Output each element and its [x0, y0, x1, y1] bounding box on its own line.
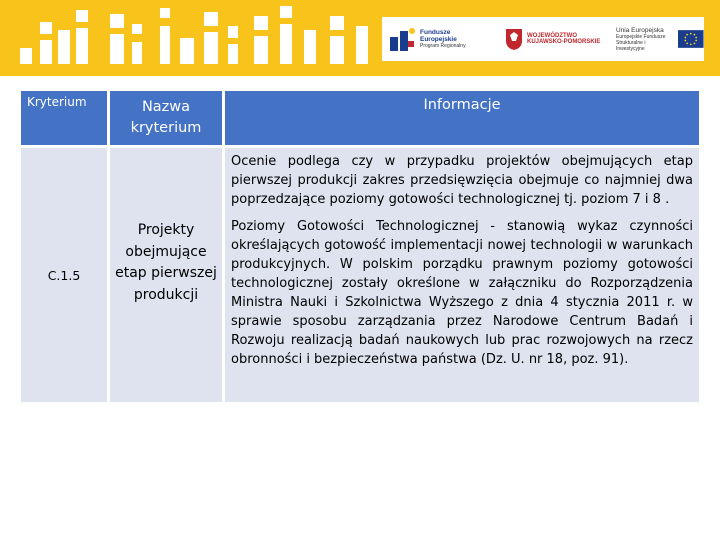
- unia-line1: Unia Europejska: [616, 26, 664, 34]
- info-paragraph-2: Poziomy Gotowości Technologicznej - stanowią wykaz czynności określających gotowość implementacji nowej technologii w warunkach produkcyjnych. W polskim porządku prawnym poziomy gotowości technologicznej zostały określone w załączniku do Rozporządzenia Ministra Nauki i Szkolnictwa Wyższego z dnia 4 stycznia 2011 r. w sprawie sposobu zarządzania przez Narodowe Centrum Badań i Rozwoju realizacją badań naukowych lub prac rozwojowych na rzecz obronności i bezpieczeństwa państwa (Dz. U. nr 18, poz. 91).: [231, 219, 693, 367]
- header-informacje: Informacje: [225, 91, 699, 145]
- unia-line2: Europejskie Fundusze: [616, 33, 666, 40]
- criteria-table: [18, 88, 702, 405]
- decor-square: [76, 10, 88, 22]
- decor-square: [180, 38, 194, 64]
- decor-square: [356, 26, 368, 64]
- header-kryterium: Kryterium: [21, 91, 107, 145]
- decor-square: [20, 48, 32, 64]
- decor-square: [304, 30, 316, 64]
- decor-square: [228, 44, 238, 64]
- decor-square: [40, 22, 52, 34]
- decor-square: [110, 14, 124, 28]
- fundusze-mark-icon: [390, 27, 416, 51]
- decor-square: [76, 28, 88, 64]
- unia-logo: [616, 23, 704, 55]
- decor-square: [160, 8, 170, 18]
- table-row: [21, 148, 699, 402]
- header-nazwa-kryterium: Nazwa kryterium: [110, 91, 222, 145]
- wojewodztwo-logo: [504, 23, 600, 55]
- decor-square: [204, 32, 218, 64]
- header-banner: [0, 0, 720, 76]
- wojewodztwo-line2: KUJAWSKO-POMORSKIE: [527, 39, 601, 45]
- decor-square: [330, 16, 344, 30]
- eu-flag-icon: [678, 30, 704, 48]
- fundusze-line3: Program Regionalny: [420, 43, 466, 49]
- decor-square: [228, 26, 238, 38]
- decor-square: [254, 16, 268, 30]
- wojewodztwo-line1: WOJEWÓDZTWO: [527, 33, 577, 39]
- criterion-info: [225, 148, 699, 402]
- decor-square: [40, 40, 52, 64]
- criterion-name: Projekty obejmujące etap pierwszej produkcji: [110, 148, 222, 402]
- decor-square: [110, 34, 124, 64]
- decor-square: [160, 26, 170, 64]
- fundusze-line1: Fundusze: [420, 29, 451, 36]
- decor-square: [280, 24, 292, 64]
- decor-square: [132, 42, 142, 64]
- decor-square: [280, 6, 292, 18]
- decor-square: [254, 36, 268, 64]
- table-header-row: [21, 91, 699, 145]
- unia-line3: Strukturalne i Inwestycyjne: [616, 39, 646, 52]
- decor-square: [204, 12, 218, 26]
- logo-strip: [382, 17, 704, 61]
- info-paragraph-1: Ocenie podlega czy w przypadku projektów obejmujących etap pierwszej produkcji zakres przedsięwzięcia obejmuje co najmniej dwa poprzedzające poziomy gotowości technologicznej tj. poziom 7 i 8 .: [231, 154, 693, 207]
- criterion-code: C.1.5: [21, 148, 107, 402]
- decor-square: [330, 36, 344, 64]
- decor-square: [132, 24, 142, 34]
- fundusze-logo: [390, 23, 466, 55]
- coat-of-arms-icon: [504, 27, 524, 51]
- fundusze-line2: Europejskie: [420, 36, 457, 43]
- decor-square: [58, 30, 70, 64]
